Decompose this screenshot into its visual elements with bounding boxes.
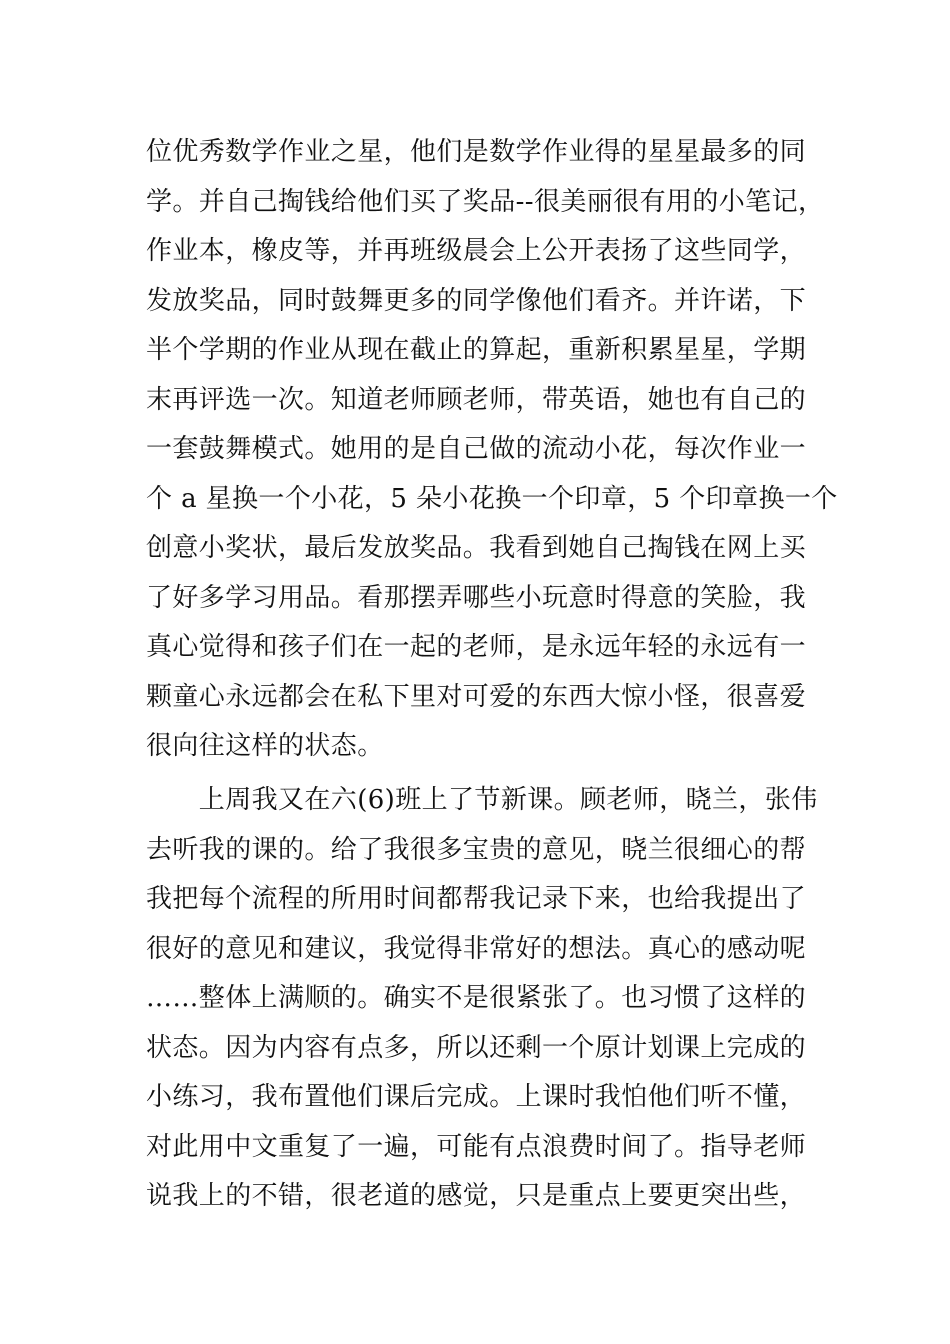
text-line: 学。并自己掏钱给他们买了奖品--很美丽很有用的小笔记， <box>146 186 825 217</box>
text-line: 了好多学习用品。看那摆弄哪些小玩意时得意的笑脸，我 <box>146 582 807 613</box>
text-line: 创意小奖状，最后发放奖品。我看到她自己掏钱在网上买 <box>146 533 807 563</box>
paragraph-2 <box>146 776 826 1222</box>
text-line: 很好的意见和建议，我觉得非常好的想法。真心的感动呢 <box>146 933 807 964</box>
text-line: 状态。因为内容有点多，所以还剩一个原计划课上完成的 <box>146 1032 807 1063</box>
text-line: 一套鼓舞模式。她用的是自己做的流动小花，每次作业一 <box>146 434 807 464</box>
text-line: ……整体上满顺的。确实不是很紧张了。也习惯了这样的 <box>146 983 807 1013</box>
text-line: 颗童心永远都会在私下里对可爱的东西大惊小怪，很喜爱 <box>146 681 807 712</box>
text-line: 半个学期的作业从现在截止的算起，重新积累星星，学期 <box>146 335 807 365</box>
text-line: 去听我的课的。给了我很多宝贵的意见，晓兰很细心的帮 <box>146 834 807 865</box>
text-line: 对此用中文重复了一遍，可能有点浪费时间了。指导老师 <box>146 1131 807 1162</box>
text-line: 作业本，橡皮等，并再班级晨会上公开表扬了这些同学， <box>146 236 807 266</box>
text-line: 我把每个流程的所用时间都帮我记录下来，也给我提出了 <box>146 884 807 914</box>
text-line: 上周我又在六(6)班上了节新课。顾老师，晓兰，张伟 <box>146 785 818 815</box>
text-line: 小练习，我布置他们课后完成。上课时我怕他们听不懂， <box>146 1082 807 1112</box>
text-line: 位优秀数学作业之星，他们是数学作业得的星星最多的同 <box>146 137 807 167</box>
text-line: 很向往这样的状态。 <box>146 731 384 761</box>
text-line: 发放奖品，同时鼓舞更多的同学像他们看齐。并许诺，下 <box>146 285 807 316</box>
text-line: 说我上的不错，很老道的感觉，只是重点上要更突出些， <box>146 1181 807 1211</box>
text-line: 真心觉得和孩子们在一起的老师，是永远年轻的永远有一 <box>146 632 807 662</box>
text-line: 末再评选一次。知道老师顾老师，带英语，她也有自己的 <box>146 384 807 415</box>
paragraph-1 <box>146 128 838 772</box>
text-line: 个 a 星换一个小花，5 朵小花换一个印章，5 个印章换一个 <box>146 483 838 514</box>
